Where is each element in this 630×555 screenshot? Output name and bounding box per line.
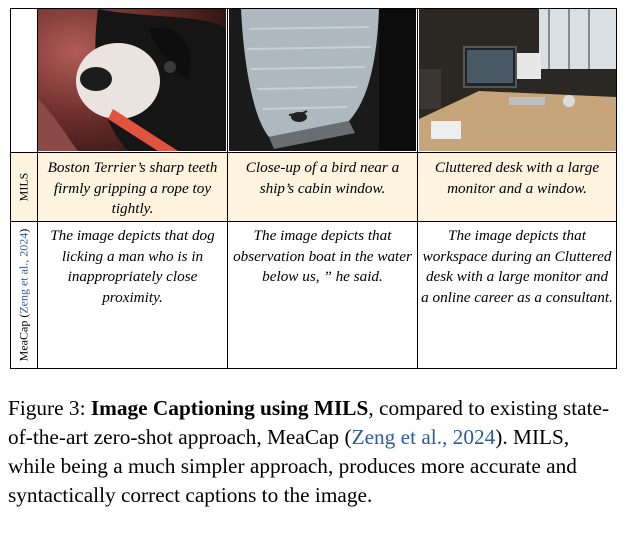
- mils-caption-3: Cluttered desk with a large monitor and a window.: [434, 159, 600, 197]
- figure-caption: Figure 3: Image Captioning using MILS, compared to existing state-of-the-art zero-shot approach, MeaCap (Zeng et al., 2024). MILS, while being a much simpler approach, produces more accurate and syntactically correct captions to the image.: [8, 396, 610, 507]
- table-rule-v: [10, 8, 11, 369]
- caption-citation-link[interactable]: Zeng et al., 2024: [351, 425, 496, 449]
- meacap-caption-2: The image depicts that observation boat in the water below us, ” he said.: [233, 227, 412, 285]
- citation-link[interactable]: Zeng et al., 2024: [16, 232, 31, 314]
- table-top-rule: [10, 8, 617, 9]
- table-bottom-rule: [10, 368, 617, 369]
- mils-caption-1: Boston Terrier’s sharp teeth firmly gripping a rope toy tightly.: [47, 159, 218, 217]
- row-label-mils: MILS: [16, 172, 31, 202]
- mils-caption-2: Close-up of a bird near a ship’s cabin window.: [245, 159, 400, 197]
- figure-table: [10, 8, 617, 369]
- row-label-meacap: MeaCap (Zeng et al., 2024): [16, 228, 31, 362]
- meacap-caption-1: The image depicts that dog licking a man who is in inappropriately close proximity.: [50, 227, 215, 306]
- table-rule: [10, 221, 617, 222]
- dog-photo: [38, 9, 226, 151]
- bird-window-photo: [229, 9, 416, 151]
- table-rule: [10, 152, 617, 153]
- caption-title: Image Captioning using MILS: [90, 396, 369, 420]
- meacap-caption-3: The image depicts that workspace during an Cluttered desk with a large monitor and a online career as a consultant.: [421, 227, 613, 306]
- desk-photo: [419, 9, 616, 151]
- table-rule-v: [616, 8, 617, 369]
